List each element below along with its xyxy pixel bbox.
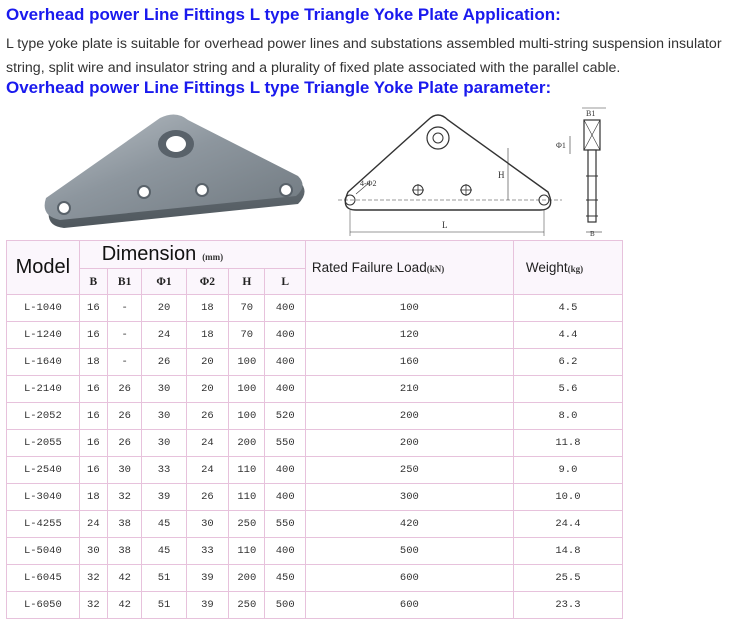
cell-phi1: 30 [142, 403, 186, 430]
phi1-label: Φ1 [556, 141, 566, 150]
cell-h: 200 [229, 430, 265, 457]
cell-weight: 11.8 [513, 430, 622, 457]
cell-weight: 24.4 [513, 511, 622, 538]
cell-model: L-3040 [7, 484, 80, 511]
cell-b: 30 [79, 538, 107, 565]
table-row [7, 511, 623, 538]
cell-rated-load: 300 [305, 484, 513, 511]
side-view-drawing [552, 104, 612, 238]
cell-b1: 38 [107, 511, 141, 538]
cell-b1: - [107, 349, 141, 376]
cell-h: 250 [229, 511, 265, 538]
cell-b: 16 [79, 376, 107, 403]
cell-l: 450 [265, 565, 305, 592]
cell-l: 550 [265, 430, 305, 457]
b-label: B [590, 230, 595, 238]
cell-h: 100 [229, 376, 265, 403]
table-row [7, 484, 623, 511]
table-row [7, 403, 623, 430]
cell-h: 250 [229, 592, 265, 619]
cell-weight: 4.4 [513, 322, 622, 349]
cell-phi2: 26 [186, 484, 228, 511]
load-unit: (kN) [426, 264, 445, 274]
cell-rated-load: 600 [305, 565, 513, 592]
dimension-header [79, 241, 305, 269]
cell-phi2: 24 [186, 457, 228, 484]
table-row [7, 592, 623, 619]
front-view-drawing [330, 106, 570, 240]
cell-l: 550 [265, 511, 305, 538]
column-header: B [79, 269, 107, 295]
cell-b: 16 [79, 430, 107, 457]
parameter-heading: Overhead power Line Fittings L type Triangle Yoke Plate parameter: [6, 78, 552, 97]
cell-b1: 32 [107, 484, 141, 511]
cell-phi1: 26 [142, 349, 186, 376]
cell-b1: 26 [107, 403, 141, 430]
cell-phi2: 24 [186, 430, 228, 457]
cell-weight: 25.5 [513, 565, 622, 592]
cell-l: 400 [265, 457, 305, 484]
cell-h: 110 [229, 538, 265, 565]
cell-phi1: 30 [142, 430, 186, 457]
cell-rated-load: 120 [305, 322, 513, 349]
cell-phi1: 51 [142, 565, 186, 592]
cell-h: 70 [229, 322, 265, 349]
cell-weight: 8.0 [513, 403, 622, 430]
column-header: B1 [107, 269, 141, 295]
cell-b1: 26 [107, 430, 141, 457]
cell-phi2: 39 [186, 565, 228, 592]
column-header: L [265, 269, 305, 295]
cell-rated-load: 160 [305, 349, 513, 376]
cell-model: L-1640 [7, 349, 80, 376]
column-header: Φ1 [142, 269, 186, 295]
cell-rated-load: 500 [305, 538, 513, 565]
load-header [305, 241, 513, 295]
cell-l: 400 [265, 295, 305, 322]
cell-phi1: 39 [142, 484, 186, 511]
cell-model: L-2140 [7, 376, 80, 403]
cell-model: L-4255 [7, 511, 80, 538]
table-row [7, 376, 623, 403]
cell-h: 100 [229, 403, 265, 430]
table-row [7, 349, 623, 376]
cell-b: 24 [79, 511, 107, 538]
table-row [7, 565, 623, 592]
cell-weight: 9.0 [513, 457, 622, 484]
cell-b1: 26 [107, 376, 141, 403]
cell-phi1: 20 [142, 295, 186, 322]
cell-b: 32 [79, 565, 107, 592]
cell-b1: - [107, 322, 141, 349]
parameter-table [6, 240, 623, 619]
length-label: L [442, 220, 448, 230]
cell-model: L-6045 [7, 565, 80, 592]
cell-phi1: 45 [142, 511, 186, 538]
table-row [7, 538, 623, 565]
cell-b: 16 [79, 403, 107, 430]
column-header: Φ2 [186, 269, 228, 295]
table-row [7, 430, 623, 457]
weight-header-text: Weight [525, 260, 568, 275]
cell-b1: 30 [107, 457, 141, 484]
cell-phi2: 18 [186, 322, 228, 349]
cell-model: L-1240 [7, 322, 80, 349]
cell-model: L-1040 [7, 295, 80, 322]
table-row [7, 457, 623, 484]
cell-model: L-5040 [7, 538, 80, 565]
cell-weight: 10.0 [513, 484, 622, 511]
column-header: H [229, 269, 265, 295]
cell-b1: - [107, 295, 141, 322]
cell-b: 18 [79, 349, 107, 376]
cell-phi2: 26 [186, 403, 228, 430]
cell-phi1: 33 [142, 457, 186, 484]
cell-rated-load: 200 [305, 430, 513, 457]
cell-phi1: 24 [142, 322, 186, 349]
cell-h: 110 [229, 457, 265, 484]
cell-l: 400 [265, 484, 305, 511]
cell-h: 70 [229, 295, 265, 322]
cell-l: 500 [265, 592, 305, 619]
cell-phi2: 18 [186, 295, 228, 322]
dimension-header-text: Dimension [101, 243, 197, 265]
cell-weight: 5.6 [513, 376, 622, 403]
cell-model: L-2052 [7, 403, 80, 430]
cell-phi2: 39 [186, 592, 228, 619]
cell-weight: 4.5 [513, 295, 622, 322]
cell-l: 400 [265, 376, 305, 403]
cell-model: L-2055 [7, 430, 80, 457]
cell-b: 16 [79, 295, 107, 322]
load-header-text: Rated Failure Load [311, 260, 427, 275]
cell-rated-load: 200 [305, 403, 513, 430]
cell-model: L-6050 [7, 592, 80, 619]
cell-phi2: 30 [186, 511, 228, 538]
cell-weight: 23.3 [513, 592, 622, 619]
cell-phi1: 51 [142, 592, 186, 619]
model-header: Model [7, 241, 80, 295]
cell-phi2: 20 [186, 349, 228, 376]
cell-h: 100 [229, 349, 265, 376]
cell-b1: 42 [107, 565, 141, 592]
cell-b1: 42 [107, 592, 141, 619]
cell-l: 520 [265, 403, 305, 430]
application-heading: Overhead power Line Fittings L type Triangle Yoke Plate Application: [6, 5, 561, 24]
table-row [7, 322, 623, 349]
cell-l: 400 [265, 349, 305, 376]
cell-b: 16 [79, 457, 107, 484]
cell-weight: 6.2 [513, 349, 622, 376]
height-label: H [498, 170, 505, 180]
cell-weight: 14.8 [513, 538, 622, 565]
application-description: L type yoke plate is suitable for overhead power lines and substations assembled multi-string suspension insulator string, split wire and insulator string and a plurality of fixed plate associated with the parallel cable. [6, 36, 722, 76]
cell-phi2: 33 [186, 538, 228, 565]
b1-label: B1 [586, 109, 596, 118]
cell-phi2: 20 [186, 376, 228, 403]
cell-rated-load: 420 [305, 511, 513, 538]
table-row [7, 295, 623, 322]
cell-b1: 38 [107, 538, 141, 565]
cell-l: 400 [265, 538, 305, 565]
cell-phi1: 45 [142, 538, 186, 565]
cell-b: 18 [79, 484, 107, 511]
yoke-plate-photo [38, 110, 314, 240]
cell-b: 32 [79, 592, 107, 619]
cell-rated-load: 210 [305, 376, 513, 403]
cell-b: 16 [79, 322, 107, 349]
weight-header [513, 241, 622, 295]
weight-unit: (kg) [567, 264, 584, 274]
cell-h: 200 [229, 565, 265, 592]
dimension-unit: (mm) [202, 252, 224, 262]
cell-model: L-2540 [7, 457, 80, 484]
cell-h: 110 [229, 484, 265, 511]
hole-diameter-label: 4-Φ2 [360, 179, 377, 188]
cell-l: 400 [265, 322, 305, 349]
cell-rated-load: 100 [305, 295, 513, 322]
cell-phi1: 30 [142, 376, 186, 403]
cell-rated-load: 600 [305, 592, 513, 619]
cell-rated-load: 250 [305, 457, 513, 484]
